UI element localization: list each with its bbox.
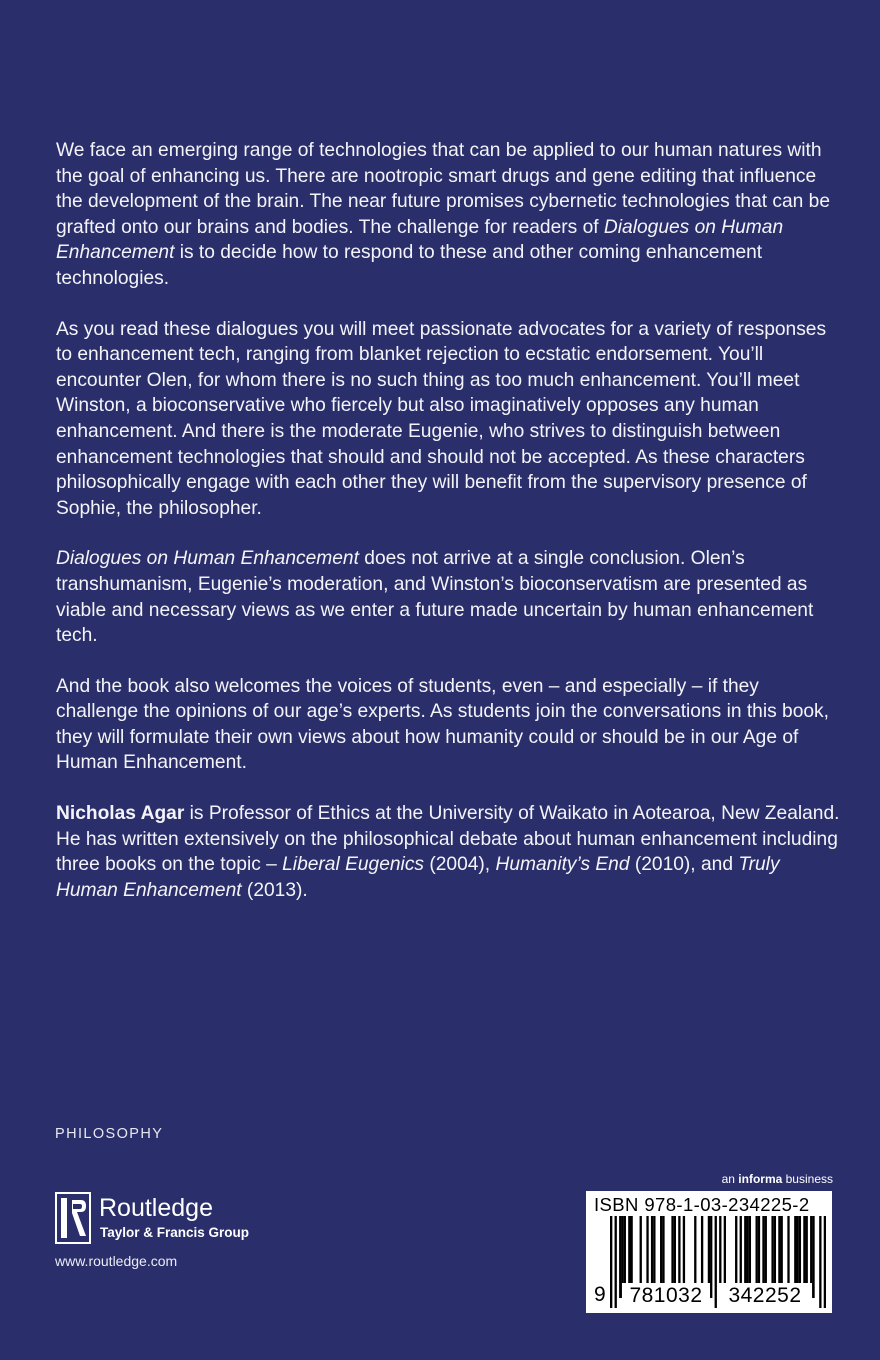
author-bio-text: (2010), and xyxy=(629,854,739,876)
ean-first-digit: 9 xyxy=(594,1283,606,1306)
book-title-italic: Dialogues on Human Enhancement xyxy=(56,548,359,570)
author-bio-text: is Professor of Ethics at the University of Waikato in Aotearoa, New Zealand. He has written extensively on the philosophical debate about human enhancement including three books on the topic – xyxy=(56,803,840,876)
barcode-bar xyxy=(610,1216,612,1308)
barcode-bar xyxy=(812,1216,814,1298)
blurb-paragraph-3 xyxy=(56,546,846,648)
author-bio xyxy=(56,801,846,903)
publisher-website: www.routledge.com xyxy=(55,1253,178,1269)
blurb-text: We face an emerging range of technologies that can be applied to our human natures with the goal of enhancing us. There are nootropic smart drugs and gene editing that influence the development of the brain. The near future promises cybernetic technologies that can be grafted onto our brains and bodies. The challenge for readers of xyxy=(56,140,831,238)
author-bio-text: (2004), xyxy=(424,854,496,876)
publisher-name: Routledge xyxy=(99,1194,213,1222)
blurb-paragraph-4: And the book also welcomes the voices of students, even – and especially – if they challenge the opinions of our age’s experts. As students join the conversations in this book, they will formulate their own views about how humanity could or should be in our Age of Human Enhancement. xyxy=(56,675,829,774)
barcode-bar xyxy=(615,1216,617,1308)
barcode-bar xyxy=(824,1216,826,1308)
informa-tagline xyxy=(722,1172,833,1186)
blurb-paragraph-2: As you read these dialogues you will meet passionate advocates for a variety of responses to enhancement tech, ranging from blanket rejection to ecstatic endorsement. You’ll encounter Olen, for whom there is no such thing as too much enhancement. You’ll meet Winston, a bioconservative who fiercely but also imaginatively opposes any human enhancement. And there is the moderate Eugenie, who strives to distinguish between enhancement technologies that should and should not be accepted. As these characters philosophically engage with each other they will benefit from the supervisory presence of Sophie, the philosopher. xyxy=(56,318,827,519)
blurb-text: is to decide how to respond to these and other coming enhancement technologies. xyxy=(56,242,763,289)
author-book-title: Truly Human Enhancement xyxy=(56,854,780,901)
publisher-group: Taylor & Francis Group xyxy=(100,1225,250,1240)
blurb xyxy=(56,138,846,928)
informa-post: business xyxy=(782,1172,833,1186)
barcode-bar xyxy=(715,1216,717,1308)
author-book-title: Liberal Eugenics xyxy=(282,854,425,876)
informa-brand: informa xyxy=(738,1172,783,1186)
isbn-barcode xyxy=(586,1191,832,1313)
barcode-bar xyxy=(710,1216,712,1298)
book-title-italic: Dialogues on Human Enhancement xyxy=(56,216,784,264)
publisher-logo xyxy=(55,1192,295,1248)
informa-pre: an xyxy=(721,1172,739,1186)
author-name: Nicholas Agar xyxy=(56,803,185,825)
subject-category: PHILOSOPHY xyxy=(55,1126,164,1142)
author-bio-text: (2013). xyxy=(241,879,308,901)
author-book-title: Humanity’s End xyxy=(495,854,630,876)
blurb-paragraph-1 xyxy=(56,138,846,292)
ean-left-digits: 781032 xyxy=(622,1283,710,1309)
ean-right-digits: 342252 xyxy=(718,1283,812,1309)
blurb-text: does not arrive at a single conclusion. Olen’s transhumanism, Eugenie’s moderation, and Winston’s bioconservatism are presented as viable and necessary views as we enter a future made uncertain by human enhancement tech. xyxy=(56,548,814,647)
barcode-bar xyxy=(819,1216,821,1308)
routledge-mark-icon xyxy=(55,1192,91,1244)
isbn-number: ISBN 978-1-03-234225-2 xyxy=(594,1194,810,1215)
